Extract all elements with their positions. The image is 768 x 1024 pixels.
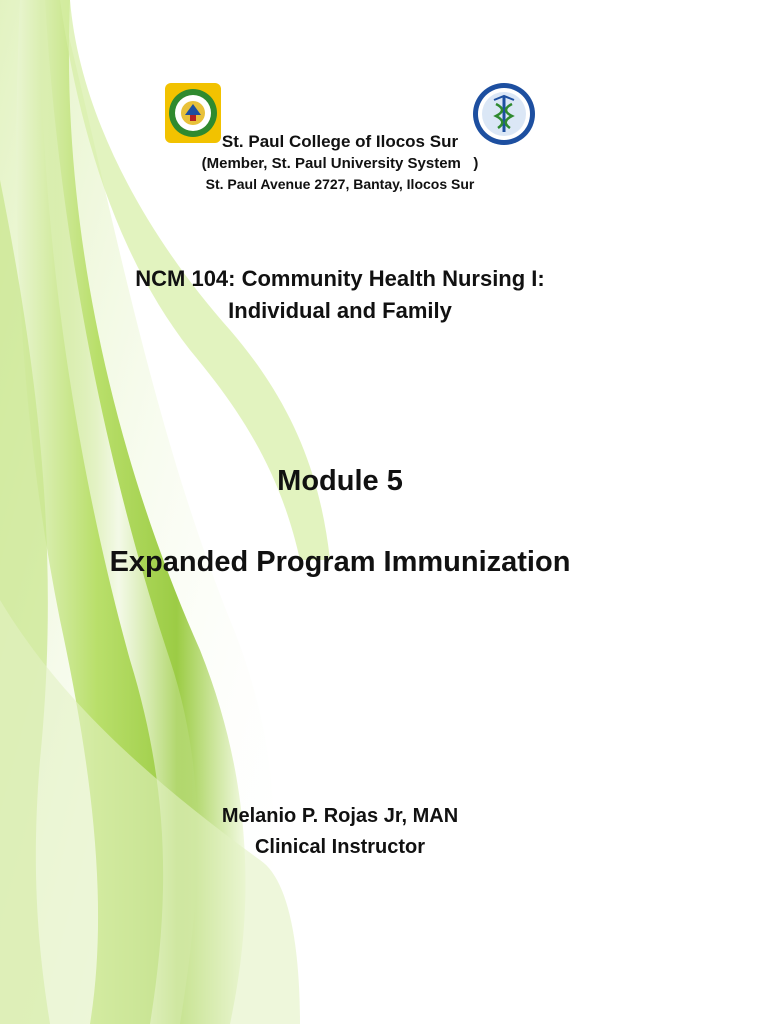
membership-line: (Member, St. Paul University System ) [201,155,479,172]
college-name: St. Paul College of Ilocos Sur [221,132,459,151]
module-number: Module 5 [277,465,403,497]
course-title-line2: Individual and Family [228,298,452,323]
address-line: St. Paul Avenue 2727, Bantay, Ilocos Sur [205,176,475,192]
module-title: Expanded Program Immunization [109,546,571,578]
author-name: Melanio P. Rojas Jr, MAN [221,805,459,827]
course-title-line1: NCM 104: Community Health Nursing I: [135,266,545,291]
author-role: Clinical Instructor [254,836,426,858]
